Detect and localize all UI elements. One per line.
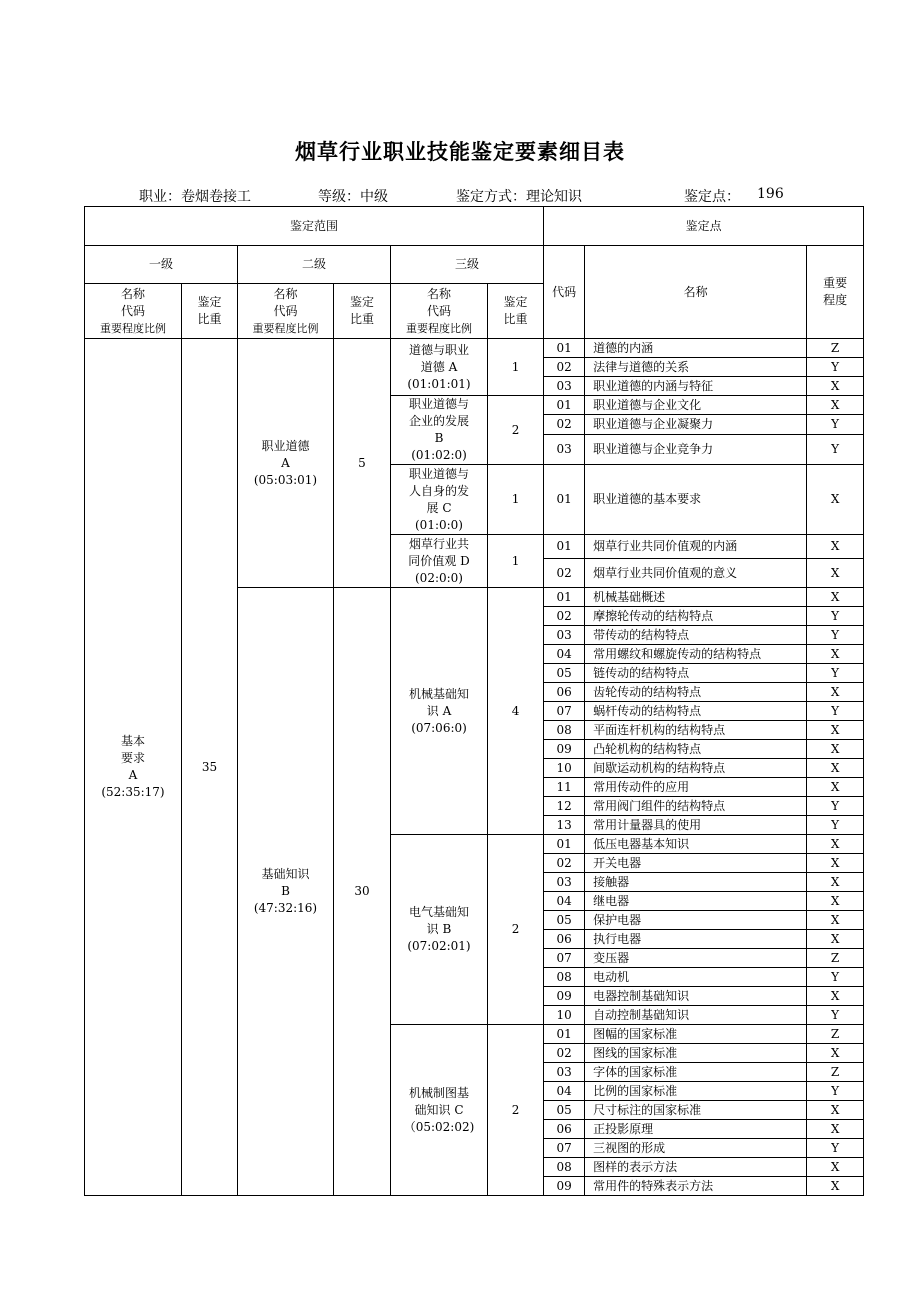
name-header: 名称	[426, 286, 451, 301]
point-code: 10	[544, 759, 585, 778]
importance-header-line1: 重要	[823, 276, 848, 290]
point-name: 道德的内涵	[585, 339, 807, 358]
point-importance: X	[807, 1120, 864, 1139]
level3-name-line: 企业的发展	[408, 414, 469, 428]
point-importance: Y	[807, 607, 864, 626]
point-importance: X	[807, 535, 864, 559]
level1-name-b: 要求	[120, 751, 145, 765]
level-label: 等级：中级	[318, 189, 388, 205]
point-importance: Y	[807, 968, 864, 987]
point-name: 平面连杆机构的结构特点	[585, 721, 807, 740]
points-header: 鉴定点	[544, 207, 864, 246]
point-importance: Z	[807, 339, 864, 358]
point-code: 06	[544, 1120, 585, 1139]
point-name: 常用件的特殊表示方法	[585, 1177, 807, 1196]
point-code: 10	[544, 1006, 585, 1025]
point-importance: X	[807, 892, 864, 911]
point-code: 03	[544, 626, 585, 645]
level3-name-line: 机械制图基	[408, 1085, 469, 1100]
level2-name: 基础知识	[261, 867, 310, 881]
point-importance: Y	[807, 816, 864, 835]
level3-weight-cell: 4	[488, 588, 544, 835]
level1-name-cell	[85, 339, 182, 1196]
point-name: 职业道德的基本要求	[585, 465, 807, 535]
point-code: 01	[544, 396, 585, 415]
weight-header-line1: 鉴定	[349, 295, 374, 309]
level2-name-cell	[238, 588, 334, 1196]
ratio-header: 重要程度比例	[406, 321, 472, 335]
point-code: 04	[544, 892, 585, 911]
point-importance: Y	[807, 415, 864, 434]
point-name: 继电器	[585, 892, 807, 911]
element-table	[84, 206, 864, 1196]
point-name: 摩擦轮传动的结构特点	[585, 607, 807, 626]
scope-header: 鉴定范围	[85, 207, 544, 246]
point-importance: X	[807, 835, 864, 854]
code-header: 代码	[426, 303, 451, 318]
point-name: 图样的表示方法	[585, 1158, 807, 1177]
point-code: 05	[544, 664, 585, 683]
weight-header-line1: 鉴定	[197, 295, 222, 309]
point-importance: Y	[807, 1006, 864, 1025]
level3-name-line: 机械基础知	[408, 686, 469, 701]
level2-weight-cell: 5	[334, 339, 391, 588]
level3-name-cell	[391, 588, 488, 835]
level3-weight-cell: 1	[488, 535, 544, 588]
level3-name-line: 展 C	[426, 500, 452, 515]
page-title: 烟草行业职业技能鉴定要素细目表	[295, 140, 625, 164]
level3-name-cell	[391, 835, 488, 1025]
point-code: 01	[544, 535, 585, 559]
level3-name-line: (07:06:0)	[411, 720, 467, 735]
level3-name-cell	[391, 465, 488, 535]
point-name: 正投影原理	[585, 1120, 807, 1139]
point-importance: Y	[807, 797, 864, 816]
point-importance: X	[807, 1158, 864, 1177]
level3-name-line: (01:01:01)	[407, 376, 471, 391]
point-importance: Y	[807, 434, 864, 464]
level3-name-line: (07:02:01)	[407, 939, 471, 953]
point-name: 变压器	[585, 949, 807, 968]
point-name: 接触器	[585, 873, 807, 892]
level3-name-cell	[391, 1025, 488, 1196]
point-importance: X	[807, 588, 864, 607]
level3-name-line: 人自身的发	[408, 483, 469, 498]
level1-weight-header	[182, 284, 238, 339]
point-importance: X	[807, 911, 864, 930]
point-name: 常用螺纹和螺旋传动的结构特点	[585, 645, 807, 664]
level2-code: A	[281, 455, 290, 470]
level3-name-cell	[391, 339, 488, 396]
point-code: 01	[544, 835, 585, 854]
point-importance: Y	[807, 702, 864, 721]
importance-header-line2: 程度	[823, 293, 848, 307]
point-importance: X	[807, 987, 864, 1006]
point-name: 齿轮传动的结构特点	[585, 683, 807, 702]
point-importance: X	[807, 559, 864, 588]
point-importance: X	[807, 1101, 864, 1120]
points-count: 196	[757, 186, 784, 202]
point-name: 比例的国家标准	[585, 1082, 807, 1101]
ratio-header: 重要程度比例	[100, 321, 166, 335]
point-code: 08	[544, 721, 585, 740]
level3-name-line: 职业道德与	[408, 466, 469, 481]
name-header: 名称	[120, 286, 145, 301]
level3-weight-cell: 1	[488, 465, 544, 535]
level1-name-header	[85, 284, 182, 339]
point-importance: Y	[807, 664, 864, 683]
level2-weight-header	[334, 284, 391, 339]
level3-name-line: 电气基础知	[408, 905, 469, 919]
level3-weight-cell: 2	[488, 396, 544, 465]
point-importance: X	[807, 683, 864, 702]
point-importance: X	[807, 1044, 864, 1063]
point-importance: Y	[807, 358, 864, 377]
point-importance: Y	[807, 1139, 864, 1158]
level1-name-a: 基本	[120, 734, 145, 748]
point-name: 职业道德与企业凝聚力	[585, 415, 807, 434]
point-name: 低压电器基本知识	[585, 835, 807, 854]
point-code: 03	[544, 377, 585, 396]
point-code: 07	[544, 1139, 585, 1158]
level3-weight-cell: 2	[488, 835, 544, 1025]
level3-name-line: 职业道德与	[408, 397, 469, 411]
level1-header: 一级	[85, 246, 238, 284]
point-name: 带传动的结构特点	[585, 626, 807, 645]
point-code: 03	[544, 873, 585, 892]
points-label: 鉴定点：	[684, 189, 740, 205]
occupation-label: 职业：卷烟卷接工	[139, 189, 251, 205]
point-name: 图幅的国家标准	[585, 1025, 807, 1044]
level2-name-header	[238, 284, 334, 339]
level3-name-line: (01:0:0)	[415, 517, 463, 532]
level3-weight-cell: 1	[488, 339, 544, 396]
point-code: 01	[544, 1025, 585, 1044]
level2-header: 二级	[238, 246, 391, 284]
level1-code: A	[128, 768, 138, 782]
point-importance: Y	[807, 1082, 864, 1101]
point-code: 01	[544, 588, 585, 607]
point-code: 13	[544, 816, 585, 835]
point-name-header: 名称	[585, 246, 807, 339]
code-header: 代码	[273, 303, 298, 318]
level2-ratio: (05:03:01)	[253, 472, 318, 487]
level3-name-line: 道德 A	[420, 359, 458, 374]
level2-code: B	[281, 884, 290, 898]
point-importance: X	[807, 645, 864, 664]
point-name: 尺寸标注的国家标准	[585, 1101, 807, 1120]
ratio-header: 重要程度比例	[252, 321, 319, 335]
point-code: 02	[544, 607, 585, 626]
point-name: 职业道德与企业文化	[585, 396, 807, 415]
point-name: 法律与道德的关系	[585, 358, 807, 377]
point-name: 字体的国家标准	[585, 1063, 807, 1082]
level3-name-line: 础知识 C	[414, 1102, 464, 1117]
point-name: 图线的国家标准	[585, 1044, 807, 1063]
level3-name-line: 烟草行业共	[408, 536, 469, 551]
point-importance: X	[807, 721, 864, 740]
info-line	[0, 186, 920, 206]
point-importance: Z	[807, 1063, 864, 1082]
point-importance: X	[807, 396, 864, 415]
point-name: 蜗杆传动的结构特点	[585, 702, 807, 721]
point-code: 04	[544, 1082, 585, 1101]
point-importance: X	[807, 465, 864, 535]
code-header: 代码	[120, 303, 145, 318]
point-name: 烟草行业共同价值观的内涵	[585, 535, 807, 559]
point-name: 常用计量器具的使用	[585, 816, 807, 835]
point-importance: X	[807, 1177, 864, 1196]
level3-name-cell	[391, 396, 488, 465]
level1-weight-cell: 35	[182, 339, 238, 1196]
weight-header-line2: 比重	[503, 312, 528, 326]
point-code: 02	[544, 1044, 585, 1063]
level1-ratio: (52:35:17)	[101, 785, 165, 799]
point-name: 自动控制基础知识	[585, 1006, 807, 1025]
point-importance: Y	[807, 626, 864, 645]
point-name: 保护电器	[585, 911, 807, 930]
level2-name: 职业道德	[261, 438, 310, 453]
level3-weight-cell: 2	[488, 1025, 544, 1196]
point-name: 烟草行业共同价值观的意义	[585, 559, 807, 588]
level2-ratio: (47:32:16)	[253, 901, 318, 915]
point-name: 间歇运动机构的结构特点	[585, 759, 807, 778]
point-code: 02	[544, 854, 585, 873]
point-name: 开关电器	[585, 854, 807, 873]
point-code: 06	[544, 683, 585, 702]
point-code: 02	[544, 415, 585, 434]
point-name: 执行电器	[585, 930, 807, 949]
level3-weight-header	[488, 284, 544, 339]
weight-header-line1: 鉴定	[503, 295, 528, 309]
point-code: 08	[544, 1158, 585, 1177]
point-importance: X	[807, 778, 864, 797]
point-name: 机械基础概述	[585, 588, 807, 607]
point-code: 09	[544, 740, 585, 759]
importance-header	[807, 246, 864, 339]
point-importance: X	[807, 854, 864, 873]
level3-name-line: 同价值观 D	[408, 553, 470, 568]
level2-name-cell	[238, 339, 334, 588]
point-importance: Z	[807, 949, 864, 968]
point-code: 11	[544, 778, 585, 797]
point-code: 01	[544, 465, 585, 535]
point-name: 常用传动件的应用	[585, 778, 807, 797]
point-importance: X	[807, 759, 864, 778]
point-code: 06	[544, 930, 585, 949]
point-importance: X	[807, 740, 864, 759]
point-name: 电动机	[585, 968, 807, 987]
point-importance: X	[807, 873, 864, 892]
level3-name-line: B	[434, 431, 444, 445]
level3-name-line: 道德与职业	[408, 342, 469, 357]
point-name: 常用阀门组件的结构特点	[585, 797, 807, 816]
point-code: 01	[544, 339, 585, 358]
level3-header: 三级	[391, 246, 544, 284]
point-name: 凸轮机构的结构特点	[585, 740, 807, 759]
point-code: 02	[544, 358, 585, 377]
point-code: 07	[544, 702, 585, 721]
level3-name-line: (02:0:0)	[415, 570, 463, 585]
weight-header-line2: 比重	[197, 312, 222, 326]
point-code: 03	[544, 434, 585, 464]
point-code: 04	[544, 645, 585, 664]
point-code: 05	[544, 1101, 585, 1120]
point-code: 03	[544, 1063, 585, 1082]
point-name: 电器控制基础知识	[585, 987, 807, 1006]
point-name: 三视图的形成	[585, 1139, 807, 1158]
method-label: 鉴定方式：理论知识	[456, 189, 582, 205]
level3-name-line: 识 B	[426, 922, 452, 936]
point-importance: X	[807, 377, 864, 396]
level3-name-header	[391, 284, 488, 339]
point-name: 职业道德与企业竞争力	[585, 434, 807, 464]
weight-header-line2: 比重	[349, 312, 374, 326]
point-code: 07	[544, 949, 585, 968]
level3-name-line: （05:02:02)	[403, 1119, 475, 1134]
point-code: 02	[544, 559, 585, 588]
point-code: 12	[544, 797, 585, 816]
point-code-header: 代码	[544, 246, 585, 339]
point-name: 职业道德的内涵与特征	[585, 377, 807, 396]
point-name: 链传动的结构特点	[585, 664, 807, 683]
point-code: 08	[544, 968, 585, 987]
point-importance: X	[807, 930, 864, 949]
point-importance: Z	[807, 1025, 864, 1044]
point-code: 09	[544, 1177, 585, 1196]
point-code: 05	[544, 911, 585, 930]
name-header: 名称	[273, 286, 298, 301]
level3-name-line: (01:02:0)	[411, 448, 467, 462]
level3-name-line: 识 A	[426, 703, 452, 718]
table-row	[85, 339, 864, 358]
level3-name-cell	[391, 535, 488, 588]
point-code: 09	[544, 987, 585, 1006]
level2-weight-cell: 30	[334, 588, 391, 1196]
